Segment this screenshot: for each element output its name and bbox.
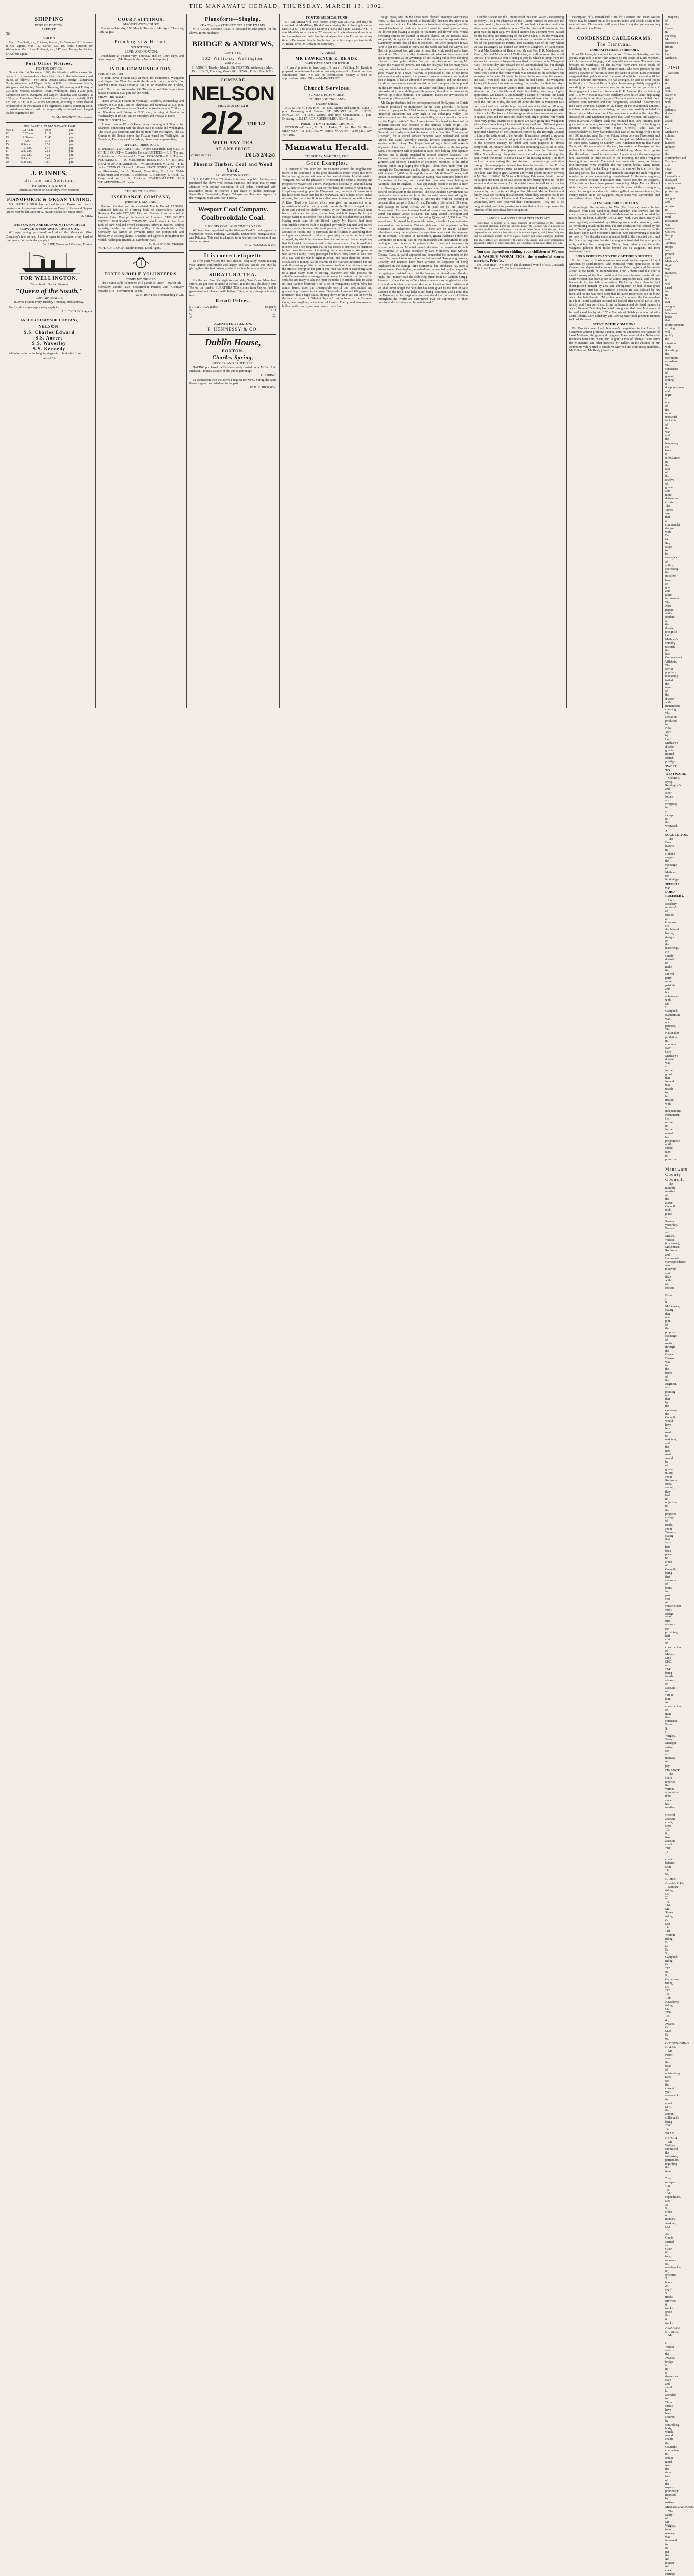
rifle-sign: W. H. HUNTER, Commanding F.V.R.	[135, 293, 184, 297]
columns	[3, 14, 694, 2576]
queen-name: "Queen of the South,"	[15, 287, 83, 295]
church-date: SUNDAY, 16TH MARCH.	[308, 93, 346, 97]
arrived-text: Nil.	[6, 32, 11, 36]
sb-sign: C. W. BENBOW, Manager.	[149, 242, 184, 246]
pianoforte-heading: Pianoforte—Singing.	[205, 16, 261, 22]
court-sub: MAGISTRATE'S COURT.	[123, 23, 160, 27]
retail-row	[189, 306, 276, 309]
sb-heading: THE SOUTH BRITISH	[125, 189, 158, 193]
tide-cell: 5.5 a.m.	[21, 157, 31, 161]
etiquette-text: To offer your visitors the best: indeed, hospitality means making your visitors comfortable and happy, and you can do this only by giving them the best. When you have visitors be sure to offer them	[189, 260, 276, 270]
transvaal-heading: The Transvaal.	[597, 42, 632, 47]
shipping-port: PORT OF FOXTON.	[34, 23, 64, 27]
phoenix-heading: Phoenix Timber, Coal and Wood Yard,	[193, 162, 273, 173]
nelson-with: WITH ANY TEA	[212, 140, 254, 146]
col5-text-1: rough grass, and on the sides were planted unkempt Macrocarpa trees. All this has been altered, so beautifully, that now the place is an ornament to the town. The Macrocarpa trees have disappeared, and the ground has been all made and is now formed in broad grass terraces, the lowest part having a couple of fountains and flower beds, whilst flowering shrubs are planted in suitable places. On the terraces seats are placed, giving the sitter a view of the river and the opposite bank. Everybody admits this all this is excellent, but when proposed it was hard to get the Council to carry out the work and had the Mayor, Mr Hatrick, possessed less grit than he does, the work would never have been done. This is a worthy illustration of what we have again and again represented as the advantage of our leading public men devoting interest to their public duties. We had the pleasure of meeting Mr Major, the Mayor of Hawera, not only for this year, but for many years past, and what he told us is but a repetition of the statement of value a good Mayor is to a town. Hawera is possessed of one of the finest water services of any town, the pressure throwing a stream one hundred feet in height. It has an admirable sewerage scheme, and yet the rates for all purposes do not exceed one shilling and threepence in the pound on the £10 rateable properties. Mr Major confidently hopes to see the rate reduced to one shilling and threepence, though it is intended to provide up-to-date abattoirs. The statement makes the enviousness of Hawera's position a noble one.	[378, 16, 468, 101]
suratura-heading: SURATURA TEA.	[209, 272, 257, 278]
royal-crest-icon	[131, 255, 151, 270]
tide-cell: 10.35	[45, 129, 52, 132]
tide-cell: 15	[6, 143, 9, 146]
tide-cell: p.m.	[68, 154, 74, 157]
tide-cell: p.m.	[68, 132, 74, 136]
tide-cell: 10.52 a.m.	[21, 132, 34, 136]
tide-cell: 10.17 a.m.	[21, 129, 34, 132]
wellington-heading: FOR WELLINGTON.	[20, 276, 78, 282]
tide-cell: 20	[6, 160, 9, 164]
inter-from: FROM THE NORTH—	[98, 95, 129, 99]
official-heading: OFFICIAL DIRECTORY.	[123, 143, 159, 147]
tide-cell: 13	[6, 136, 9, 140]
tide-cell: 11.11	[45, 132, 51, 136]
anchor-ships	[6, 330, 93, 351]
tide-cell: 14	[6, 139, 9, 143]
sailed-label: SAILED.	[43, 37, 56, 41]
tide-cell: p.m.	[68, 143, 74, 146]
innes-place: PALMERSTON NORTH	[32, 184, 66, 188]
examples-heading: Good Examples.	[306, 161, 348, 167]
commons-text: Mr Brodrick read Lord Kitchener's despatches in the House of Commons amidst profound silence, until he announced the capture of Lord Methuen, the guns and baggage. Then some of the Nationalist members burst into cheers and laughter. Cries of "shame" came from the Ministerial and other benches. Mr Dillon, in the absence of Mr Redmond, valuly tried to check Mr McNeill and other noisy members. Mr Dillon and Mr Healy joined the	[569, 327, 660, 352]
inter-text-3: A coach leaves Whyte's Hotel every morning at 5.30 a.m. for Shannon, connecting with the down train to Otaki and Wellington. The coach also connects with the up train from Wellington. The s.s. Queen of the South leaves the Foxton wharf for Wellington on Tuesdays, Thursdays and Saturdays, circumstances permitting.	[98, 123, 184, 141]
arrived-label: ARRIVED.	[41, 28, 57, 32]
church-passion: (Passion Sunday	[316, 102, 339, 106]
anchor-ship-name: S.S. Kennedy	[32, 346, 66, 351]
piano-tuning-sign: A. SILK.	[81, 214, 93, 218]
dublin-sign-2: W. H. K. HICKSON.	[250, 386, 276, 389]
nelson-other: OTHER PRICES	[191, 154, 212, 157]
roberts-text: In the House of Lords reference was made to the capture of Lord Methuen by Lord Roberts, who expressed warm appreciation of the General, and deprecated adverse criticism. Referring to Lord Methuen's action at the battle of Magersfontein, Lord Roberts said that after a careful survey of the Boer position at that place he was convinced that Lord Methuen had been given an almost impossible task, and was not blameable for the failure to relieve Kimberley. Since then he had distinguished himself by zeal and intelligence; he had shown great perseverance, and had not suffered a check. He was beloved by his men, and no one was more sorry than he (Lord Roberts) to see the blow which had befallen him. "More than once," continued the Commander-in-Chief, "Lord Methuen assisted and looked after General De la Rey's family, and I am convinced, from the humane and civilised manner in which General De la Rey has acted throughout, that Lord Methuen will be well cared for by him." The Marquis of Salisbury concurred with Lord Roberts. Lord Salisbury and Lord Spencer paid generous tributes to Lord Methuen.	[569, 259, 660, 321]
wesport-heading: Wesport Coal Company.	[198, 205, 268, 213]
tide-cell: 19	[6, 157, 9, 161]
deaf-text: The Deaf Hear.—No 494 of The Illustrated World of 630, Chiswick High Road, London, W., England, contains a	[474, 264, 564, 271]
rifle-heading: FOXTON RIFLE VOLUNTEERS.	[104, 272, 178, 277]
tide-table	[6, 129, 93, 164]
column-7	[567, 14, 663, 708]
sb-sub: (FIRE AND MARINE.)	[125, 200, 158, 205]
column-3	[187, 14, 280, 708]
tide-cell: p.m.	[68, 157, 74, 161]
retail-cell: 2/-	[273, 313, 276, 316]
tide-cell: 0.16	[45, 139, 50, 143]
nelson-compare: COMPARE	[220, 78, 246, 83]
sander-text: According to reports of a great number of physicians of the highest professional standing, there are offered Eucalypti Extracts which possess no curative qualities. In preference to the world wide fame of Sander and Sons preparation we publish a few abstracts from their reports, which bear fully out that no substance excels or even equals Sander and Sons Eucalypti Extract. The chief effects are produced with cures with Sander and Sons' preparation against the effects of other remedies, our Eucalypti compound effect the cure.	[474, 221, 564, 245]
sander-heading: SANDER and SONS EUCALYPTI EXTRACT.	[486, 216, 551, 221]
column-5	[375, 14, 471, 708]
col7-text-0: description of a Remarkable Cure for Deafness and Head Noises which may be carried out at the patient's home, and which is said to be a certain cure. This number will be sent free to any deaf person sending their address to the Editor.	[569, 16, 660, 30]
retail-cell: B	[189, 309, 192, 313]
post-office-sub: FOXTON OFFICE.	[36, 66, 63, 71]
examples-text: A resident of this town has but to move around the neighbouring towns to be convinced of the great disabilities under which this town lies in having no energetic man at the head of affairs. In a late visit to Wanganui we had the pleasure of witnessing the value a pushing and progressive Mayor is to a town. Wanganui is especially lucky in having Mr A. Hatrick as Mayor, a fact the residents are cordially recognising. His plucky opening up of the Wanganui river, one which it seems to us has little more water than has the Manawatu, only a depth of ten inches of water, for tourist traffic is so well-known, to need no repetition here. A River Trust was formed which was given an endowment of no inconsiderable value, but by yearly grants the Trust managed so to direct and control the shallow waters, by the formation of small stone leads, that when the river is very low, which it frequently is, just enough water is secured to float a boat drawing less than twelve inches. Having made sure of this liberal supply Mr Hatrick had most comfortable steamers built in England, powerfully engined, and started a service which is one of the most popular of Tourist routes. The river abounds in rapids, and to surmount the difficulties in ascending them an ingenious system of fixed wire ropes lying on the bed of the river is arranged, by which the steamers haul themselves up. Some people say that Mr Hatrick has been moved by the power of enriching himself, but it seems too often forgotten that in his efforts to increase his business he has been the means of enriching the whole town of Wanganui as well as the Colony. Every passenger his boats carry spend at least part of a day and the whole night in town, and must therefore create a circulation of money. As the charms of the river are advertised far and wide this colony profits by the increased trade on the railways, so that the effect of energy on the part of one man has been of exceeding value to a great many. Men of sterling character and who possess the valuable possession of energy are not content to retain it all for selfish ends, but are ready to take their part in public life and thus help to wake up their weaker brethren. This is so in Wanganui's Mayor, who has almost forced upon the townspeople one of the most radical and greatest improvement to the town. Those who know old Wanganui will remember that a large space, sloping down to the river, and known by the fanciful name of "Market Square," just in front of the Supreme Court, was anything but a thing of beauty. The ground was uneven, hollow in the centre, and was covered with long	[282, 167, 372, 308]
nelson-co: MOATE & CO. LTD	[218, 104, 248, 108]
piano-tuning-text: MR. ARTHUR SILK has decided to visit Foxton and district quarterly on his professional business as Tuner of Piano and Organs. Orders may be left with Mr A. Fraser Bookseller, Main-street.	[6, 203, 93, 214]
cable-heading: CONDENSED CABLEGRAMS.	[577, 35, 652, 41]
nelson-prices: 1/6 1/8 2/4 2/8	[245, 152, 275, 159]
queen-sign: J. F. OVEREND, Agent.	[62, 310, 93, 314]
tide-cell: p.m.	[68, 146, 74, 150]
reade-heading: MR LAWRENCE E. READE.	[295, 56, 359, 61]
sb-name: INSURANCE COMPANY,	[111, 194, 171, 200]
retail-cell: C	[189, 313, 192, 316]
dublin-heading: Dublin House,	[204, 336, 262, 347]
rifle-sub: COMPANY ORDERS.	[125, 277, 157, 281]
worm-figs-text: You can depend on ridding your children of Worms with WADE'S WORM FIGS, the wonderful worm worriers. Price 1s.	[474, 249, 564, 263]
church-text: ALL SAINTS', FOXTON.—11 a.m., Matins and Sermon (L.B.); 7 p.m., Evensong and Sermon. ST. SIMON'S & ST. JUDE'S, RONGOTEA.—11 a.m., Matins and Holy Communion; 7 p.m., Evensong (L.B.) TAIKORIA SCHOOLHOUSE.—3 p.m.	[282, 106, 372, 121]
column-6	[471, 14, 567, 708]
column-8: majority of the House in cheering Mr Brodrick's tribute to Lord Methuen. Latest. Sections of the 4th and 38th Batteries fought with great gallantry during the attack on Lord Methuen's column. Three hundred infantry of the Northumberland Fusiliers, and Loyal North Lancashires displayed conspicuous courage, protecting the waggon and refusing to surrender until resistance was useless. Colliers, Kemp, and Vermaas' troops were present. Lord Methuen's thigh was fractured. He is well cared for in his own waggon. Lord Kitchener hopes that reinforcements arriving will rectify the situation with disturbing the operations elsewhere. The concensus of general feeling is disappointment and regret at one of the most untoward incidents of the war, and the temporary set back is unfortunate in the face of the resolve of greater and more determined efforts. The Times says that a commander dealing with De La Rey ought to be strategical of ability, exercising the initiative based on good and rapid information. The Paris papers, while jubilant at the disaster, recognise Lord Methuen's chivalry towards the late Commandant Villebois. The Berlin populace repeatedly hailed the news of the disaster with tremendous cheering. The sensation produced in New York by Lord Methuen's disaster greatly injured British prestige. SWEEP TO WESTWARD. Colonels Byng, Remington's and other forces are sweeping in a sweep to the westward. A SUGGESTION. The Boer leaders in Holland suggest the exchange of Methuen for Kruitzinger. SPEECH BY LORD ROSEBERY. Lord Rosebery received an ovation at Glasgow. He disclaimed having designs on the leadership. He simply desired to make the Liberal party more patriotic and his adherence with Sir H. Campbell-Bannerman was not personal. The Nationalist jubilation in common over Lord Methuen's disaster was a further proof that Ireland was unable to be trusted with an independent Parliament. He refused to further reveal his programme until called upon to prescribe. Manawatu County Council. The monthly meeting of the above Council took place at Sanson yesterday. Present—Messrs. Wilson (chairman), McLennan, Robinson and Hammond. Correspondence was received and dealt with as follows:— From J. R. McLennan, stating that one plan of the proposed exchange of roads through the Oroua Downs was in the hands of the Engineer, also pointing out that by the exchange the Council would have less road to maintain, and the new road would be of greater utility. From Robinson Bros. stating they had no objection to the proposed change of roads. From Treasury, stating that £618 had been placed to credit of Council, being first advances of loans for part cost of construction Bulls Bridge £325, first advance for providing half cost of construction of Millar's Line £160, also £143 being fourth advance on account of £1000 loan for construction of tram-line extension. From S. H. Wrigley, Tram Manager asking for an increase of pay. FINANCE. The Clerk reported the various accounting done since last meeting:— General account credit, £398 10s 6d; loan account credit £183 1s 1d; credit balance, £581 11s 6d. RIDING ACCOUNTS. Sandon riding, Dr. £8 14s 11d; Mt. Stewart riding Cr. £88 14s 11d; Waitohi riding Dr. £61 5s 5d; Campbell riding Cr. £72 8s 9d; Carnarvon riding Dr. £72 15s 10d; Kawakawa riding Cr. £194 16s 4d; Awahou Cr. £138 6s 9d. OUTSTANDING RATES. Mr Parrell stated the total of outstanding rates for the current year amounted to about £170, the amount collectable being £36 1s. TRAM REPORT. Mr Wrigley submitted the following particulars regarding the tram:—Total receipts £98 13s 10d; expenditure, £66 3s 9d; credit on month's working £32 10s 3d. Goods carried—Grain 68 tons, minerals 86, merchandise 86, groceries 3, hemp 24, chaff 3 trucks, firewood 6 trucks, green flax 6 trucks. AWAHOU BRIDGE. Mr J. G. Wilson stated the Awahou bridge is in a dangerous state and should be attended to. Three suresy have been secured by controlling body, which would enable the Council's contractors to obtain metal from the river free of the royalty previously imposed by natives. MISCELLANEOUS. The salary of Mr Wrigley, tram manager, was increased to 8s per day. Re request for cheap carriage	[665, 16, 694, 2576]
steamship-icon	[19, 251, 80, 274]
agents-name: P. HENNESSY & CO.	[207, 327, 258, 332]
herald-date: THURSDAY, MARCH 13, 1902.	[282, 154, 372, 160]
anchor-sign: G. GRAY.	[43, 356, 56, 360]
pianoforte-text: MRS GRAY, Norbiton Road, is prepared to take pupils for the above. Terms moderate.	[189, 28, 276, 35]
retail-cell: 2/6	[272, 316, 276, 320]
col6-text-1: Trouble is ahead for the Committee of the Levin Water Race opening ceremony. The great chairman of the County refused to consider the accounts sent in, because he and Cr Prouse had not received notice to attend meeting to consider accounts. The Secretary will have to rub the great man the right way. We should inquire how accounts were passed for the building and furnishing of the Levin Club. How the Wanganui river draws as a holiday trip is well-shown by mention of the names of few of the passengers to Pipiriki, last Saturday. Out of the fifty whom we saw passengers we noticed Mr and Mrs Longhorn, of Palmerston; Mr and Mrs Davidson of Heatherlea; Mr and Mrs F. R. Macdonald of Kereru; Mr and Mrs Ames of Wellington, as well as round the world tourists. The acrobatic feat of using a pole by which to jump from the steamer to the shore is frequently practised by natives on the Wanganui river. The other day one essayed the oft accomplished feat, but though landing on dry land had forgotten to throw his body forwards, and the result was a seat in the water which was comical to the onlookers but annoying to the actor. On rising he turned to the native on the steamer and said, "You look out," and we think he had better. The Wanganui Jockey Club were fortunate in having fine weather for their two days racing. There were many visitors from this part of the coast and the attention of the officials and their hospitality was very highly appreciated. Mr Dustin is undoubtedly a caterer of renown, the lunch he provides is one of the very best and would take a lot of beating. Until the rain on Friday the feed all along the line to Wanganui was both short and dry, but the improvement was noticeable on Monday. Stacks were in evidence everywhere though we noticed much grass still in the stooks. The banks of the Wanganui river have enormous number of quince trees and the trees are loaded with bright golden fruit which looks very pretty. Quantities of quinces are daily going into Wanganui where they can be bought for one halfpenny the dozen. Different places have different ways of going about a job. At Palmerston the Mayor was appointed Chairman of the Committee formed by the Borough Council to join in the testimonial to the Premier. It was also resolved to appoint canvassers. What is worth doing at all is worth doing well. The survey of the Urewera country for tribal and hapu purposes is almost completed. On January 30th a cash-box containing £25 3s 9d in cash, some cheques and other papers was stolen from the Sumner Post Office. Some days ago the postmistress received a package through the post, which was found to contain £22 of the missing money. The thief enclosed a note asking the postmistress to acknowledge restitution through the newspapers. A steer has been impounded in the Foxton Pound. Messrs Symons Bros. caution people against trespassing on their land with dog or gun. Autumn and winter goods are now arriving at Mr Geo H. Stiles'. At Victoria Buildings, Palmerston North, one of the largest and most up-to-date stocks are now being opened up for the autumn and winter season. As this establishment is well known for the quality of its goods, visitors to Palmerston should inspect. A speciality is made by the firm in wedding orders. Mr and Mrs W. Hunter and family leave for Fielding this afternoon, where they intend to reside for the future. Captain Hunter and Lieutenant Walsh, of the local volunteers, have both received their commissions. They are to be congratulated, and it is pleasing to know their efforts to promote the interests of the corps have been recognised.	[474, 16, 564, 212]
innes-title: Barrister and Solicitor,	[24, 178, 74, 183]
coalbrookdale-heading: Coalbrookdale Coal.	[201, 214, 265, 223]
coal-sign: G. A. GAMMAN & CO.	[245, 244, 276, 248]
phoenix-place: PALMERSTON NORTH.	[215, 174, 251, 178]
bridge-text: SHANNON, Tuesday, March 18th. FOXTON, Wednesday, March 19th. LEVIN, Thursday, March 20th. OTAKI, Friday, March 21st.	[191, 66, 275, 74]
official-text: STIPENDIARY MAGISTRATE— Alfred Greenfield, Esq. CLERK OF THE COURT— Constable Forster. JUSTICES— E. S. Thynne, F. Robinson, J. Davies and A. Fraser. CORONER— E. S. Thynne. POSTMASTER— W. MacDonnott. REGISTRAR OF BIRTHS, DEATHS AND MARRIAGES— W. MacDonnott. MAYOR— F. E. Jenks. TOWN CLERK— Alf. Fraser. STATE SCHOOL, FOXTON— Headmaster, W. S. Stewart; Committee, Mr J. W. Walsh (Chairman) and Messrs. F. Robinson, P. Hennessy, F. Cook, G. Gray, and W. H. K. Hickson. STATIONMASTER AND WHARFINGER— T. Lewis.	[98, 147, 184, 184]
card-heading: [A CARD.]	[319, 50, 335, 55]
tide-cell: 16	[6, 146, 9, 150]
retail-table	[189, 306, 276, 320]
foxton-river-sign: W. JUPP, Owner and Manager, Foxton.	[43, 243, 93, 246]
retail-row	[189, 309, 276, 313]
retail-cell: 1/8 per lb	[264, 305, 276, 309]
post-office-text: On and after 1st December, 1900, the letter-box will be cleared for despatch of correspondence from this office to the under-mentioned places, as follows:— For Oroua Downs Oroua Bridge, Palmerston North, Wanganui and Napier, daily, at 8.30 p.m. Palmerston North, Wanganui and Napier, Monday, Tuesday, Wednesday and Friday at 2.30 p.m. Moutoa, Shannon, Levin, Wellington, daily a 2.30 p.m. Palmerston North, Wanganui and Napier, Thursday and Saturday, at 3.30 p.m. Receiving Box Cleared daily, (Sundays excepted), 8.15 a.m. and 5 p.m. N.B.—Letters containing anything of value should be handed to the Postmaster to be registered. Letters containing coin, if posted unregistered, will be compulsorily registered and charged double registration fee.	[6, 71, 93, 115]
court-heading: COURT SITTINGS.	[118, 16, 164, 22]
inter-south: FOR THE SOUTH—	[98, 119, 126, 123]
reade-sub: BARRISTER AND SOLICITOR.	[304, 62, 350, 66]
reade-text: 14 years' practice in Invercargill. 9 years' „ Feilding. Mr Reade is prepared to undertake the sale of property entrusted to him at the usual commission rates—No sale No commission. Money to lend on approved securities. Office—MAIN-STREET.	[282, 66, 372, 81]
sailed-text: Mar. 12.—Oreti, s.s., 214 tons, Jarman, for Westport. P. Hennessy & Co. agents. Mar. 12.—Gertie, s.s., 100 tons, Simpson for Wellington. Mar. 12.—Himitangi, s.s., 147 tons, Harvey for Picton. J. Overend agent.	[6, 41, 93, 56]
tide-cell: 4.21	[45, 154, 50, 157]
post-office-sign: W. MacDONNOTT, Postmaster.	[51, 116, 93, 120]
innes-text: Attends at Foxton on Court days when required.	[19, 189, 80, 192]
queen-sub: The splendid Screw Steamer	[30, 282, 68, 286]
dublin-sign: C. SPRING.	[261, 374, 276, 378]
court-text: Foxton.—Saturday, 15th March; Thursday, 24th April; Thursday, 15th August.	[98, 27, 184, 34]
agents-heading: AGENTS FOR FOXTON,	[214, 321, 252, 326]
tide-cell: 12	[6, 132, 9, 136]
queen-freight: For freight and passage money apply to	[9, 306, 59, 309]
tide-heading: HIGH WATER AT MANAWATU BAR.	[22, 124, 76, 128]
methodist-heading: PRIMITIVE METHODIST CHURCH.	[301, 122, 354, 126]
retail-cell: X	[189, 316, 192, 320]
piano-tuning-heading: PIANOFORTE & ORGAN TUNING.	[7, 197, 92, 202]
anchor-text: All information as to freights, stages &c. obtainable from	[9, 352, 81, 355]
nelson-tea-ad	[189, 75, 276, 160]
tide-cell: 2.20 a.m.	[21, 150, 32, 154]
dublin-place: FOXTON.	[221, 349, 245, 354]
latest-details-text: At midnight the Secretary for War (Mr Brodrick) read a further despatch from Lord Kitchener, dated Monday. This showed that the convoy was escorted by half of Lord Methuen's force, and preceded the mules by an hour. Suddenly De La Rey, with 1500 men, nearly all wearing khaki, and assisted by a fifteen-pounder and a pom-pom, made an enveloping attack on the rear. The first confusion was caused by the native "boys" galloping the led horses through the mule convoy, while the latter, under Lord Methuen's direction, was endeavouring to join the ox convoy. The disorder communicated itself to the mounted men, and the Boers getting close beside the waggons frustrated the attempts to rally, and fast the ox-waggons. The artillery, infantry and the mule waggons galloped three miles beyond the ox waggons, and then interrupted them.	[569, 206, 660, 254]
dublin-sub: GROCER AND FRUITERER.	[212, 362, 254, 366]
sb-agent: W. H. K. HICKSON, Dublin House, Local Agent.	[98, 247, 161, 250]
coal-text: WE have been appointed by the Westport Coal Co. sole agents for Palmerston North, Feilding, Woodville, Dannevirke, Mangatainoka, and Pahiatua. This coal is admitted to be the best for household and steam purposes.	[189, 229, 276, 244]
tide-cell: 1.19 a.m.	[21, 146, 32, 150]
etiquette-heading: It is correct etiquette	[204, 252, 262, 259]
sb-text: Paid-up Capital and Accumulated Funds Exceed £288,000. Unlimited liability of a strong body of shareholders. Annual Revenue Exceeds £170,000. Fire and Marine Risks accepted at Lowest Rates. Prompt Settlement of Accounts. THE SOUTH BRITISH INSURANCE COMPANY, which stands in the front rank of New Zealand-owned companies, offers to insurers sterling security, besides the unlimited liability of its shareholders. The Company has earned an enviable name for promptitude and liberality in settling claims. Branches and agencies throughout the world. Wellington Branch, 27 Lambton Quay.	[98, 205, 184, 242]
tide-cell: 17	[6, 150, 9, 154]
tide-cell: 11.45	[45, 136, 52, 140]
tide-cell: 1.47	[45, 146, 50, 150]
tide-cell: 18	[6, 154, 9, 157]
dublin-text-2: IN connection with the above I request for Mr C. Spring the same liberal support accorded me in the past.	[189, 378, 276, 385]
anchor-heading: ANCHOR STEAMSHIP COMPANY,	[20, 318, 78, 323]
tide-cell: p.m.	[68, 136, 74, 140]
bridge-address: 102, Willis-st., Wellington.	[202, 56, 264, 61]
tide-cell: 11.30 a.m.	[21, 136, 34, 140]
commons-heading: SCENE IN THE COMMONS.	[593, 323, 636, 327]
kitchener-heading: LORD KITCHENER'S REPORT.	[589, 48, 639, 52]
anchor-ship-name: S.S. Waverley	[32, 341, 66, 346]
retail-row	[189, 313, 276, 316]
pianoforte-sub: (The Theory of) TRINITY COLLEGE EXAMS.	[200, 23, 266, 27]
nelson-at: AT ANY PRICE	[215, 146, 251, 151]
roberts-heading: LORD ROBERTS AND THE CAPTURED OFFICER.	[575, 255, 654, 259]
prendergast-place: LEVIN AND FOXTON.	[124, 50, 158, 54]
tide-cell: 0.54 a.m.	[21, 143, 32, 146]
tide-cell: 7.8	[45, 160, 49, 164]
nelson-price-half: 1/10 1/2	[247, 120, 266, 127]
retail-row	[189, 316, 276, 320]
column-1	[3, 14, 96, 708]
prendergast-sub: SOLICITORS,	[131, 45, 151, 49]
tide-cell: p.m.	[68, 129, 74, 132]
inter-heading: INTER-COMMUNICATION.	[109, 66, 173, 72]
dublin-name: Charles Spring,	[212, 354, 254, 361]
medical-fund-text: DR GRAHAM will visit Foxton every SATURDAY, and may be consulted at McMillan, Rhodes' store during the following hours:— SUNDAYS—9 to 10 a.m.; 12.30 to 1 p.m.; and 8 p.m. MONDAYS—8 a.m. Monthly subscribers of 2/6 are entitled to attendance and medicine for themselves and their families at above hours in Foxton, or at any time in Palmerston North. For further particulars apply pro tem to Mr A. Baker, or to Dr Graham, on Saturdays.	[282, 20, 372, 46]
shipping-heading: SHIPPING	[34, 16, 64, 22]
suratura-text: It is the best. From its origin to your table, Nature's and Man's best efforts are put forth to make it the best. It is the only absolutely pure Tea on the market. SURATURA TEA comes from Ceylon, and is guaranteed not blended with Indian, China, or any cheap or inferior teas.	[189, 279, 276, 297]
herald-title: Manawatu Herald.	[285, 142, 370, 152]
col5-text-2: Mr Kruger declares that the correspondence of Dr Kuyper, the Dutch Premier, produced no impression on the Boer generals. The latest curiosity in paragraphs. A Wellington exchange thinks it worth writing. "Imperial sentiments run very high in the Pohangina Valley. The settlers won't touch German wire, and willingly pay a pound a ton more for the English article." One Aorere farmer is alleged to have sold a Holstein-Friesian cow because of the animal's Dutch origin. The Government, as a result of inquiries made by cable through the agent-General, has finally accepted the tender of the Blue Star Company, of Liverpool, for a special service between New Zealand and South Africa. The Natal Assembly strongly favours compulsory military service in the colony. The Department of Agriculture will make a shipment of ten tons of fruit cheese to South Africa by the troopship Kent. The shipment will be packed in cases each holding four separate cheeses, and is chiefly supplied by several southern factories. The Kwangai rebels surprised the mandarins at Kieban, overpowered the garrison, and released a number of prisoners. Members of the Tribal Society joined in pillaging the villages. About 9000 birds were put through the Government poultry depots last month for export. There will be about 10,000 put through this month. Mr William T. Jones, well known in connection with Australian racing, was examined before the Committee on betting, and stated that there was more betting in Australia than in England. It was apparently possible to stop a river from flowing as to prevent betting in Australia. It was not difficult to control bookmakers in the colonies. The new Zealand Government has received a communication from the Imperial authorities asking for twenty women teachers willing to take up the work of teaching in concentration camps in South Africa. The salary offered is £100 a year, and passage to South Africa will be paid for by the Imperial Government. Thirteen hundred head of stamps are working on the Rand, but native labour is scarce. The King visited Devonport and witnessed the launching of the battleship Queen, of 15,000 tons. The vessel was christened by Queen Alexandra, a bottle of colonial wine was used on the occasion. Chinese girls are to be employed in San Francisco as telephone operators. There are so many Chinese inhabitants using the telephone that operators who speak the language are in demand. The Duke of Devonshire, giving evidence before the Committee on Betting, said it was impossible and undesirable to stop betting on racecourses or in private clubs. It was not necessary to license bookmakers. Mounted men in disguise tried revolvers through the windows of a house occupied by Mrs McInerney near Kilrush, County Clare. A patrol appeared and demanded the surrender of the men. The moonlighters were fired on but escaped. Two young farmers, Crawley and Eustace have been arrested on suspicion of being implicated in the outrage. Mrs McInerney had purchased hay from a farmer named Cunningham, who had been connected by the League for occupying an evicted farm. At the banquet at Dunedin on Monday night, the Premier read the following letter from Sir Gordon Sprigg, Premier of Cape Colony:—"My friends here are so delighted with the firm and noble stand you have taken up on behalf of South Africa, and we shall never forget the help that has been given by the men of New Zealand in the field. That help is still being continued, and I think that the Boers are at last beginning to understand that the sons of Britain throughout the world are determined that the supremacy of their country and sovereign shall be maintained."	[378, 101, 468, 305]
retail-cell: 1/11	[271, 309, 276, 313]
column-2	[96, 14, 187, 708]
masthead: THE MANAWATU HERALD, THURSDAY, MARCH 13, 1902.	[3, 2, 570, 13]
church-heading: Church Services.	[303, 86, 351, 92]
medical-fund-heading: FOXTON MEDICAL FUND.	[306, 16, 349, 20]
foxton-river-text: W. Jupp having purchased and added the Manawatu River Company's interest and Plant, is open to undertake every kind of river work. For particulars, apply to	[6, 231, 93, 242]
methodist-text: FOXTON.—11 a.m., Mr S. H. Baker; 7 p.m., Rev. W. Harris. SHANNON.—11 a.m., Rev. W. Harris. MOUTOA.—2.30 p.m., Rev. W. Harris.	[282, 126, 372, 137]
dublin-text: HAVING purchased the Business lately carried on by Mr W. H. K. Hickson, I request a share of the public patronage.	[189, 366, 276, 374]
inter-text-1: A train leaves Foxton daily at 9a.m. for Palmerston, Wanganui and Napier. For New Plymouth the through trains run daily. For Sandon a train leaves Foxton at 3.0 p.m. on Mondays and Fridays, and 1.30 p.m. on Wednesday. On Thursdays and Saturdays a train leaves Foxton at 3.20 p.m. for the North.	[98, 76, 184, 95]
inter-text-2: Trains arrive at Foxton on Mondays, Tuesdays, Wednesdays and Fridays at 6.35 p.m., and on Thursdays and Saturdays at 1.30 p.m. and 8.35 p.m. The train leaves Sandon on Wednesdays at 7.30 a.m., on Mondays and Fridays at 9.30 a.m., arriving at Foxton on Wednesdays at 10 a.m. and on Mondays and Fridays at noon.	[98, 100, 184, 118]
inter-north: FOR THE NORTH—	[98, 72, 126, 76]
queen-captain: CAPTAIN MANLY,	[35, 296, 63, 300]
anchor-ship-name: S.S. Aorere	[35, 335, 63, 341]
tide-cell: 3.57 a.m.	[21, 154, 32, 157]
retail-cell: SURATURA A quality	[189, 305, 218, 309]
innes-name: J. P. INNES,	[31, 168, 67, 177]
tide-cell: p.m.	[68, 139, 74, 143]
tide-cell: p.m.	[68, 160, 74, 164]
rifle-text: The Foxton Rifle Volunteers will parade as under— March 6th—Company Parade; 13th—Government Parade; 20th—Company Parade; 27th—Government Parade.	[98, 282, 184, 293]
coal-sub: PHOENIX COAL AND TIMBER YARD.	[204, 225, 262, 228]
column-4	[280, 14, 375, 708]
prendergast-text: Attendance at Foxton very Thursday and on Court days, and when required. (Mr Harper is also a Native Interpreter.)	[98, 54, 184, 62]
nelson-name: NELSON	[192, 82, 274, 105]
tide-cell: 5.45	[45, 157, 50, 161]
phoenix-text: G. A. GAMMAN & CO. desire to inform the public that they have purchased the above well known business, and hope that by strict attention with prompt execution of all orders, combined with reasonable prices, to receive a fair share of public patronage. Sawmills at Dannevirke, Kopua, Takapau and Tahoraite. Agents for the Wanganui Sash and Door Factory.	[189, 178, 276, 200]
church-sub: CHURCH OF ENGLAND.	[308, 97, 346, 101]
latest-details-heading: LATEST AVAILABLE DETAILS.	[590, 201, 639, 206]
tide-cell: p.m.	[68, 150, 74, 154]
prendergast-heading: Prendergast & Harper,	[115, 39, 167, 45]
bridge-visit: Will Visit—	[224, 62, 241, 66]
tide-cell: Mar. 11	[6, 129, 15, 132]
post-office-heading: Post Office Notices.	[26, 60, 73, 66]
nelson-price: 2/2	[200, 106, 244, 141]
kitchener-text: Lord Kitchener, in a report to the War Office on Saturday, said he greatly regretted to report the capture by the Boers of Lord Methuen, with his guns and baggage, and many officers and men. The news was brought to Maribogo, on the railway forty-three miles south of Mafeking, by a force of 550 mounted men, who were pursued by the Boers a distance of four miles from the scene of action. Lord Kitchener suggested that publication of the news should be delayed until he received definite information. He had arranged, he said, to send troops to the district. General De la Rey's column was probably engaged in rounding up many officers and men in this area. Further particulars of the engagement show that Lieutenants G. R. Venning (Horse Artillery) and T. P. W. Nesham (Garrison Artillery) were killed after displaying great gallantry in serving the guns. Thirty-nine others were killed. Four officers were severely and one dangerously wounded. Seventy-two men were wounded. Captain W. A. Tilney, of the Seventeenth Lancers, and two hundred men, are missing, but many are possibly included in the arrivals at Maribogo. Lord Methuen was wounded in the thigh. The despatch of Lord Kitchener explained that Lord Methuen and Major A. Paris (Garrison Artillery), with 900 mounted men, 300 infantry, four guns and a pom-pom, were moving from Wynberg to Lichtenburg to junction on Saturday with Major Grenfell, who was at Roodewalsdevlei, forty-five miles south-east of Mafeking, with a force of 1300 mounted men. Early on Friday, when between Tweebosch and Palmietkuil, General De la Rey's force charged Lord Methuen's column on three sides. Writing on Sunday, Lord Kitchener reports that Major Paris, with the remainder of the men, has arrived at Kraaipan, on the railway line, thirty-five miles south of Mafeking. Major Paris reports that the column moved in two parties. A portion with the ox-waggons left Tweebosch at three o'clock in the morning, the mule waggons leaving at four o'clock. The attack was made after dawn, and before reinforcements were available the rear screen broke. Many Boers galloped on both flanks. They were at first checked by the fire of the flanking parties, but a panic and stampede amongst the mule waggons resulted in the rear screen being overwhelmed. All the mule waggons, with a terrible mixture of mounted men, rushed past the ox-waggons. All efforts to check them proved unavailing. Major Paris collected forty men, and occupied a position a mile ahead of the ox-waggons, which he brought to a standstill. After a gallant but useless defence, the enemy rushed in to the waggons. Major Paris was surrounded, and surrendered at ten o'clock.	[569, 53, 660, 200]
tide-cell: 0.51	[45, 143, 50, 146]
tide-cell: 6.28 a.m.	[21, 160, 32, 164]
tide-cell: 2.54	[45, 150, 50, 154]
bridge-heading: BRIDGE & ANDREWS,	[192, 40, 274, 48]
bridge-sub: DENTISTS.	[224, 50, 241, 55]
anchor-place: NELSON.	[38, 324, 60, 329]
anchor-ship-name: S.S. Charles Edward	[23, 330, 75, 335]
queen-text: (Leaves Foxton every Tuesday Thursday, and Saturday.	[14, 300, 84, 304]
foxton-river-heading: THE FOXTON AND SHANNON STEAM RIVER SERVICE & MANAWATU RIVER COY.	[13, 223, 85, 231]
retail-heading: Retail Prices.	[215, 298, 251, 304]
tide-cell: — a.m.	[21, 139, 30, 143]
